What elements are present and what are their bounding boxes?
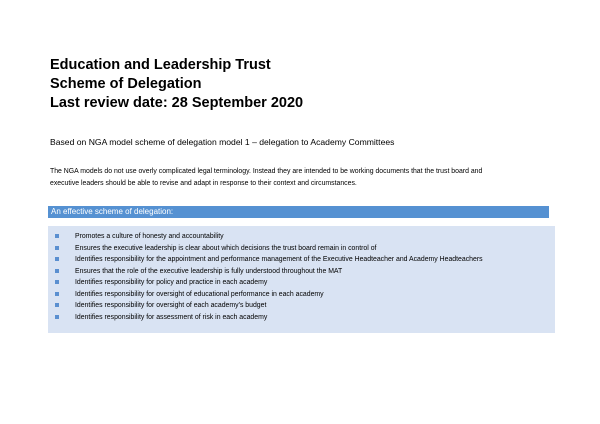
document-title bbox=[50, 56, 303, 113]
delegation-criteria-box bbox=[48, 226, 555, 333]
section-heading: An effective scheme of delegation: bbox=[48, 206, 549, 218]
square-bullet-icon bbox=[55, 234, 59, 238]
title-line-scheme: Scheme of Delegation bbox=[50, 76, 202, 92]
square-bullet-icon bbox=[55, 269, 59, 273]
delegation-criteria-list bbox=[48, 226, 555, 323]
list-item bbox=[48, 254, 555, 266]
list-item-text: Identifies responsibility for the appointment and performance management of the Executive Headteacher and Academy Headteachers bbox=[75, 256, 483, 263]
list-item-text: Identifies responsibility for assessment of risk in each academy bbox=[75, 313, 268, 321]
list-item bbox=[48, 243, 555, 255]
document-subtitle: Based on NGA model scheme of delegation model 1 – delegation to Academy Committees bbox=[50, 137, 395, 147]
square-bullet-icon bbox=[55, 246, 59, 250]
list-item-text: Identifies responsibility for oversight of each academy’s budget bbox=[75, 302, 267, 309]
list-item bbox=[48, 266, 555, 278]
list-item-text: Ensures the executive leadership is clear about which decisions the trust board remain in control of bbox=[75, 244, 377, 252]
list-item bbox=[48, 277, 555, 289]
intro-paragraph bbox=[50, 166, 555, 189]
square-bullet-icon bbox=[55, 292, 59, 296]
list-item bbox=[48, 231, 555, 243]
square-bullet-icon bbox=[55, 303, 59, 307]
square-bullet-icon bbox=[55, 280, 59, 284]
square-bullet-icon bbox=[55, 315, 59, 319]
intro-line: executive leaders should be able to revise and adapt in response to their context and circumstances. bbox=[50, 179, 357, 187]
list-item bbox=[48, 289, 555, 301]
list-item-text: Promotes a culture of honesty and accountability bbox=[75, 233, 224, 240]
title-line-review-date: Last review date: 28 September 2020 bbox=[50, 95, 304, 111]
square-bullet-icon bbox=[55, 257, 59, 261]
title-line-trust: Education and Leadership Trust bbox=[50, 57, 271, 73]
intro-line: The NGA models do not use overly complicated legal terminology. Instead they are intended to be working documents that the trust board and bbox=[50, 168, 483, 175]
list-item-text: Ensures that the role of the executive leadership is fully understood throughout the MAT bbox=[75, 267, 343, 275]
list-item bbox=[48, 300, 555, 312]
list-item bbox=[48, 312, 555, 324]
list-item-text: Identifies responsibility for policy and practice in each academy bbox=[75, 279, 268, 286]
list-item-text: Identifies responsibility for oversight of educational performance in each academy bbox=[75, 290, 324, 298]
